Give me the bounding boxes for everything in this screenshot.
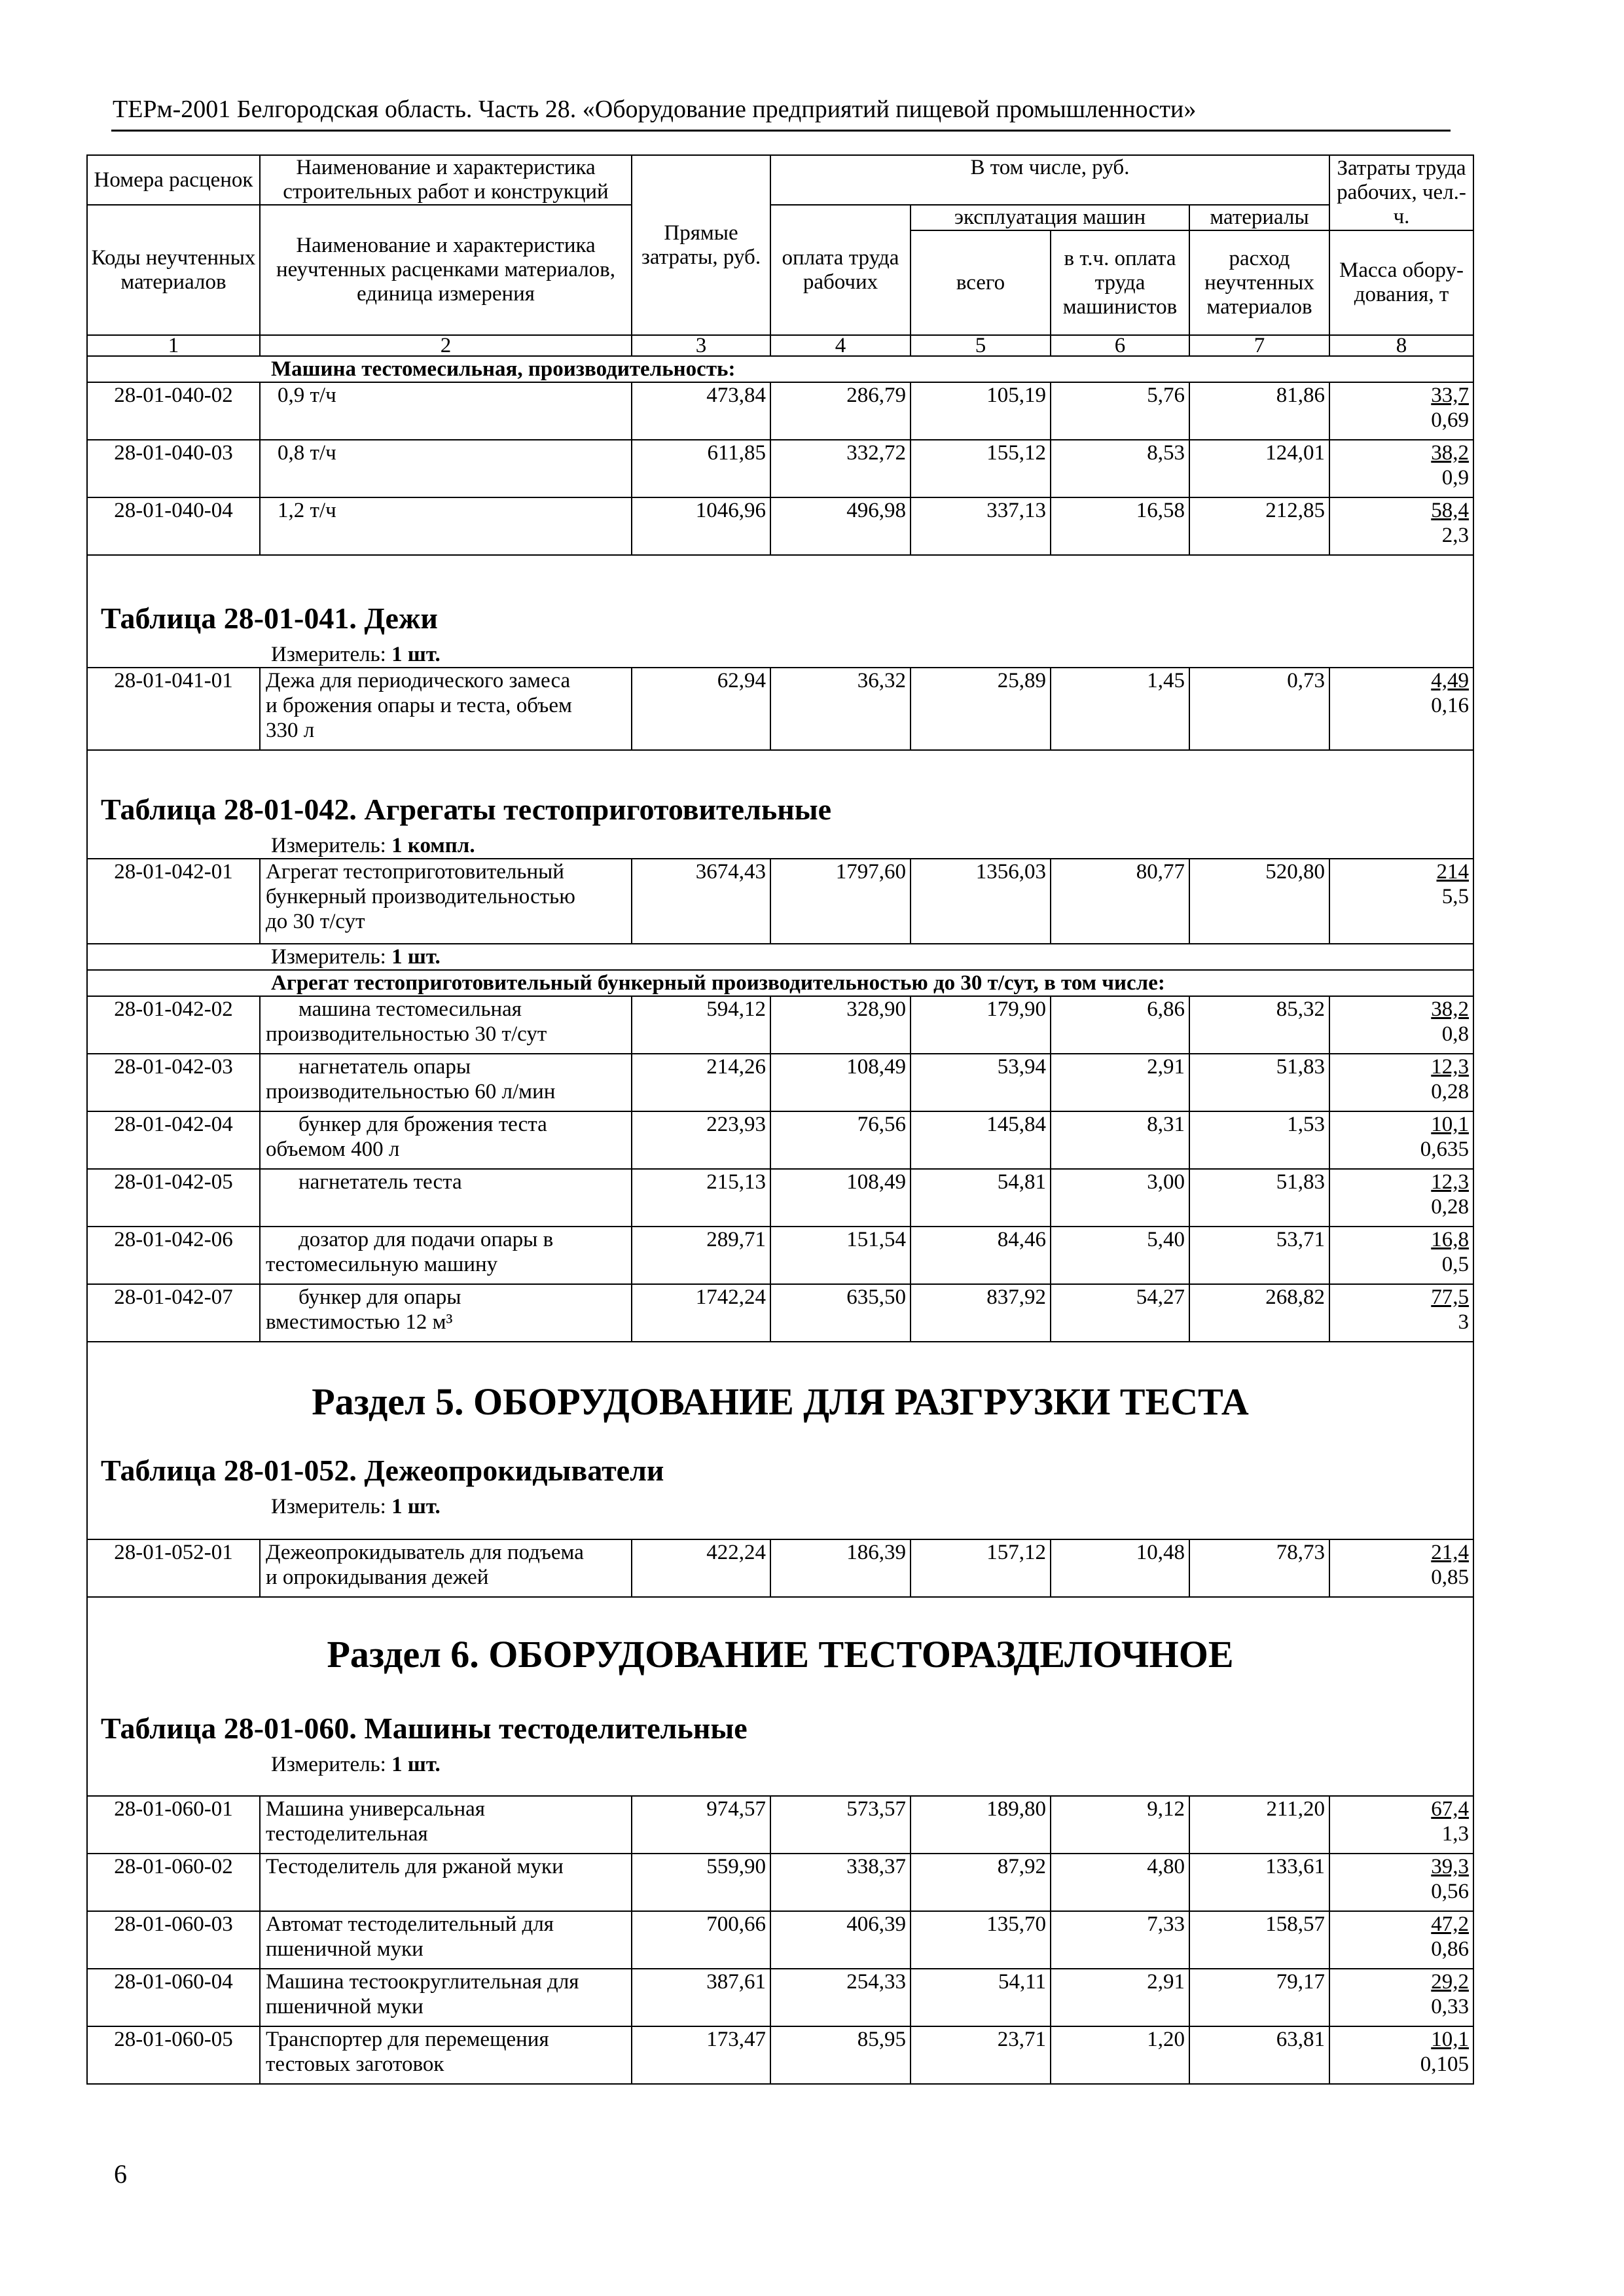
rate-name: дозатор для подачи опары в тестомесильную машину [260, 1227, 632, 1284]
equipment-mass: 0,28 [1431, 1195, 1470, 1219]
table-042-heading [87, 750, 1473, 859]
direct-cost: 974,57 [632, 1796, 770, 1854]
section-5-block [87, 1342, 1473, 1539]
machinist-cost: 4,80 [1051, 1854, 1189, 1911]
labor-cost: 85,95 [770, 2026, 911, 2084]
labor-hours: 16,8 [1431, 1228, 1470, 1251]
rate-name: Транспортер для перемещения тестовых заготовок [260, 2026, 632, 2084]
labor-mass-cell [1329, 1796, 1473, 1854]
material-cost: 51,83 [1189, 1054, 1329, 1111]
group-heading: Машина тестомесильная, производительность: [87, 356, 1473, 382]
machine-cost: 179,90 [911, 996, 1051, 1054]
labor-mass-cell [1329, 1227, 1473, 1284]
col-number: 1 [87, 335, 260, 356]
direct-cost: 3674,43 [632, 859, 770, 944]
equipment-mass: 0,635 [1420, 1138, 1470, 1161]
measure-line [88, 833, 1468, 858]
rate-code: 28-01-060-01 [87, 1796, 260, 1854]
labor-hours: 33,7 [1431, 384, 1470, 407]
table-row [87, 996, 1473, 1054]
direct-cost: 700,66 [632, 1911, 770, 1969]
machinist-cost: 5,40 [1051, 1227, 1189, 1284]
rate-name: Тестоделитель для ржаной муки [260, 1854, 632, 1911]
rate-name: Дежеопрокидыватель для подъема и опрокидывания дежей [260, 1539, 632, 1597]
col-number: 2 [260, 335, 632, 356]
machinist-cost: 10,48 [1051, 1539, 1189, 1597]
equipment-mass: 0,28 [1431, 1080, 1470, 1103]
materials-header: материалы [1189, 205, 1329, 230]
col4-header: оплата труда рабочих [770, 205, 911, 335]
direct-cost: 214,26 [632, 1054, 770, 1111]
rate-code: 28-01-042-01 [87, 859, 260, 944]
machine-cost: 84,46 [911, 1227, 1051, 1284]
equipment-mass: 5,5 [1441, 885, 1470, 908]
page-number: 6 [114, 2159, 127, 2189]
machinist-cost: 9,12 [1051, 1796, 1189, 1854]
labor-cost: 108,49 [770, 1169, 911, 1227]
machine-cost: 54,81 [911, 1169, 1051, 1227]
material-cost: 78,73 [1189, 1539, 1329, 1597]
direct-cost: 289,71 [632, 1227, 770, 1284]
material-cost: 268,82 [1189, 1284, 1329, 1342]
rate-name: нагнетатель опары производительностью 60 л/мин [260, 1054, 632, 1111]
rate-code: 28-01-052-01 [87, 1539, 260, 1597]
labor-cost: 36,32 [770, 668, 911, 750]
measure-line [88, 1752, 1473, 1777]
col8-header-bottom: Масса обору-дования, т [1329, 230, 1473, 335]
labor-hours: 21,4 [1431, 1541, 1470, 1564]
measure-line [87, 944, 1473, 970]
machine-cost: 25,89 [911, 668, 1051, 750]
section-6-block [87, 1597, 1473, 1796]
measure-label: Измеритель: [271, 1753, 386, 1776]
rate-code: 28-01-060-05 [87, 2026, 260, 2084]
rate-name: нагнетатель теста [260, 1169, 632, 1227]
table-row [87, 1227, 1473, 1284]
rate-name: бункер для брожения теста объемом 400 л [260, 1111, 632, 1169]
table-row [87, 1969, 1473, 2026]
labor-hours: 29,2 [1431, 1970, 1470, 1994]
labor-mass-cell [1329, 1169, 1473, 1227]
material-cost: 85,32 [1189, 996, 1329, 1054]
table-row [87, 1539, 1473, 1597]
table-title: Таблица 28-01-042. Агрегаты тестоприготовительные [101, 793, 832, 826]
machinist-cost: 16,58 [1051, 497, 1189, 555]
machine-cost: 157,12 [911, 1539, 1051, 1597]
labor-mass-cell [1329, 1284, 1473, 1342]
col-number: 4 [770, 335, 911, 356]
equipment-mass: 0,69 [1431, 408, 1470, 432]
labor-cost: 254,33 [770, 1969, 911, 2026]
labor-mass-cell [1329, 859, 1473, 944]
material-cost: 124,01 [1189, 440, 1329, 497]
equipment-mass: 0,56 [1431, 1880, 1470, 1903]
col7-header: расход неучтенных материалов [1189, 230, 1329, 335]
direct-cost: 473,84 [632, 382, 770, 440]
labor-cost: 328,90 [770, 996, 911, 1054]
measure-value: 1 шт. [391, 1753, 441, 1776]
table-row [87, 1284, 1473, 1342]
equipment-mass: 0,16 [1431, 694, 1470, 717]
measure-line [88, 1494, 1473, 1519]
table-title: Таблица 28-01-052. Дежеопрокидыватели [101, 1454, 664, 1487]
header-rule [111, 130, 1451, 132]
material-cost: 81,86 [1189, 382, 1329, 440]
labor-mass-cell [1329, 1539, 1473, 1597]
material-cost: 158,57 [1189, 1911, 1329, 1969]
col2-header-top: Наименование и характеристика строительных работ и конструкций [260, 155, 632, 205]
equipment-mass: 0,8 [1441, 1022, 1470, 1046]
machinist-cost: 1,20 [1051, 2026, 1189, 2084]
labor-mass-cell [1329, 1969, 1473, 2026]
labor-mass-cell [1329, 1911, 1473, 1969]
table-row [87, 497, 1473, 555]
rate-name: бункер для опары вместимостью 12 м³ [260, 1284, 632, 1342]
machine-cost: 1356,03 [911, 859, 1051, 944]
direct-cost: 1742,24 [632, 1284, 770, 1342]
machine-cost: 189,80 [911, 1796, 1051, 1854]
material-cost: 520,80 [1189, 859, 1329, 944]
material-cost: 53,71 [1189, 1227, 1329, 1284]
machine-cost: 155,12 [911, 440, 1051, 497]
measure-line [88, 642, 1468, 667]
labor-mass-cell [1329, 2026, 1473, 2084]
incl-header: В том числе, руб. [770, 155, 1329, 205]
machinist-cost: 2,91 [1051, 1054, 1189, 1111]
labor-cost: 406,39 [770, 1911, 911, 1969]
labor-cost: 1797,60 [770, 859, 911, 944]
machinist-cost: 8,53 [1051, 440, 1189, 497]
measure-label: Измеритель: [271, 834, 386, 857]
equipment-mass: 0,86 [1431, 1937, 1470, 1961]
measure-label: Измеритель: [271, 1495, 386, 1518]
labor-mass-cell [1329, 382, 1473, 440]
measure-label: Измеритель: [271, 945, 386, 969]
labor-hours: 214 [1436, 860, 1470, 884]
table-row [87, 1854, 1473, 1911]
labor-cost: 186,39 [770, 1539, 911, 1597]
labor-cost: 573,57 [770, 1796, 911, 1854]
material-cost: 133,61 [1189, 1854, 1329, 1911]
direct-cost: 594,12 [632, 996, 770, 1054]
rate-code: 28-01-042-07 [87, 1284, 260, 1342]
machine-cost: 53,94 [911, 1054, 1051, 1111]
machines-header: эксплуатация машин [911, 205, 1189, 230]
direct-cost: 1046,96 [632, 497, 770, 555]
material-cost: 0,73 [1189, 668, 1329, 750]
table-row [87, 1111, 1473, 1169]
measure-value: 1 компл. [391, 834, 475, 857]
rate-code: 28-01-042-02 [87, 996, 260, 1054]
labor-cost: 76,56 [770, 1111, 911, 1169]
labor-cost: 108,49 [770, 1054, 911, 1111]
col-number: 7 [1189, 335, 1329, 356]
machinist-cost: 1,45 [1051, 668, 1189, 750]
labor-hours: 10,1 [1431, 2028, 1470, 2051]
col-number: 5 [911, 335, 1051, 356]
rate-code: 28-01-042-05 [87, 1169, 260, 1227]
labor-hours: 67,4 [1431, 1797, 1470, 1821]
col-number: 6 [1051, 335, 1189, 356]
direct-cost: 223,93 [632, 1111, 770, 1169]
measure-value: 1 шт. [391, 1495, 441, 1518]
machinist-cost: 2,91 [1051, 1969, 1189, 2026]
material-cost: 51,83 [1189, 1169, 1329, 1227]
price-table [86, 154, 1474, 2085]
labor-mass-cell [1329, 996, 1473, 1054]
machine-cost: 135,70 [911, 1911, 1051, 1969]
table-title: Таблица 28-01-060. Машины тестоделительные [101, 1712, 748, 1745]
rate-code: 28-01-040-04 [87, 497, 260, 555]
col-number: 3 [632, 335, 770, 356]
table-row [87, 440, 1473, 497]
equipment-mass: 0,105 [1420, 2053, 1470, 2076]
equipment-mass: 0,5 [1441, 1253, 1470, 1276]
rate-code: 28-01-040-03 [87, 440, 260, 497]
labor-mass-cell [1329, 668, 1473, 750]
direct-cost: 173,47 [632, 2026, 770, 2084]
equipment-mass: 2,3 [1441, 524, 1470, 547]
machine-cost: 87,92 [911, 1854, 1051, 1911]
rate-code: 28-01-060-04 [87, 1969, 260, 2026]
machine-cost: 145,84 [911, 1111, 1051, 1169]
direct-cost: 387,61 [632, 1969, 770, 2026]
direct-cost: 611,85 [632, 440, 770, 497]
col8-header-top: Затраты труда рабочих, чел.-ч. [1329, 155, 1473, 230]
labor-hours: 39,3 [1431, 1855, 1470, 1878]
measure-value: 1 шт. [391, 945, 441, 969]
direct-cost: 215,13 [632, 1169, 770, 1227]
equipment-mass: 1,3 [1441, 1822, 1470, 1846]
labor-hours: 47,2 [1431, 1912, 1470, 1936]
rate-name: Автомат тестоделительный для пшеничной муки [260, 1911, 632, 1969]
labor-cost: 332,72 [770, 440, 911, 497]
labor-cost: 338,37 [770, 1854, 911, 1911]
rate-name: машина тестомесильная производительностью 30 т/сут [260, 996, 632, 1054]
labor-mass-cell [1329, 497, 1473, 555]
rate-name: 0,9 т/ч [260, 382, 632, 440]
rate-code: 28-01-060-03 [87, 1911, 260, 1969]
direct-cost: 559,90 [632, 1854, 770, 1911]
material-cost: 212,85 [1189, 497, 1329, 555]
material-cost: 79,17 [1189, 1969, 1329, 2026]
equipment-mass: 3 [1458, 1310, 1470, 1334]
rate-name: Машина универсальная тестоделительная [260, 1796, 632, 1854]
col2-header-bottom: Наименование и характеристика неучтенных расценками материалов, единица измерения [260, 205, 632, 335]
labor-cost: 151,54 [770, 1227, 911, 1284]
rate-code: 28-01-041-01 [87, 668, 260, 750]
rate-name: Дежа для периодического замеса и брожения опары и теста, объем 330 л [260, 668, 632, 750]
machine-cost: 54,11 [911, 1969, 1051, 2026]
equipment-mass: 0,9 [1441, 466, 1470, 490]
table-row [87, 1911, 1473, 1969]
table-row [87, 1169, 1473, 1227]
running-header: ТЕРм-2001 Белгородская область. Часть 28. «Оборудование предприятий пищевой промышленности» [113, 96, 1197, 123]
labor-hours: 12,3 [1431, 1055, 1470, 1079]
labor-hours: 12,3 [1431, 1170, 1470, 1194]
rate-code: 28-01-042-06 [87, 1227, 260, 1284]
material-cost: 211,20 [1189, 1796, 1329, 1854]
col6-header: в т.ч. оплата труда машинистов [1051, 230, 1189, 335]
measure-value: 1 шт. [391, 643, 441, 666]
labor-hours: 10,1 [1431, 1113, 1470, 1136]
direct-cost: 422,24 [632, 1539, 770, 1597]
labor-hours: 77,5 [1431, 1285, 1470, 1309]
section-title: Раздел 5. ОБОРУДОВАНИЕ ДЛЯ РАЗГРУЗКИ ТЕСТА [312, 1380, 1249, 1423]
machine-cost: 837,92 [911, 1284, 1051, 1342]
measure-label: Измеритель: [271, 643, 386, 666]
labor-hours: 58,4 [1431, 499, 1470, 522]
rate-code: 28-01-042-04 [87, 1111, 260, 1169]
material-cost: 1,53 [1189, 1111, 1329, 1169]
section-title: Раздел 6. ОБОРУДОВАНИЕ ТЕСТОРАЗДЕЛОЧНОЕ [327, 1633, 1234, 1676]
material-cost: 63,81 [1189, 2026, 1329, 2084]
labor-cost: 286,79 [770, 382, 911, 440]
machinist-cost: 80,77 [1051, 859, 1189, 944]
table-row [87, 859, 1473, 944]
machinist-cost: 6,86 [1051, 996, 1189, 1054]
labor-mass-cell [1329, 1054, 1473, 1111]
table-title: Таблица 28-01-041. Дежи [101, 601, 438, 635]
labor-cost: 635,50 [770, 1284, 911, 1342]
table-row [87, 382, 1473, 440]
machinist-cost: 8,31 [1051, 1111, 1189, 1169]
machinist-cost: 54,27 [1051, 1284, 1189, 1342]
rate-name: Агрегат тестоприготовительный бункерный производительностью до 30 т/сут [260, 859, 632, 944]
col3-header: Прямые затраты, руб. [632, 155, 770, 335]
table-row [87, 1796, 1473, 1854]
table-row [87, 1054, 1473, 1111]
rate-name: Машина тестоокруглительная для пшеничной муки [260, 1969, 632, 2026]
col-number: 8 [1329, 335, 1473, 356]
rate-code: 28-01-040-02 [87, 382, 260, 440]
rate-name: 1,2 т/ч [260, 497, 632, 555]
rate-name: 0,8 т/ч [260, 440, 632, 497]
rate-code: 28-01-042-03 [87, 1054, 260, 1111]
labor-hours: 38,2 [1431, 441, 1470, 465]
table-041-heading [87, 555, 1473, 668]
machinist-cost: 7,33 [1051, 1911, 1189, 1969]
direct-cost: 62,94 [632, 668, 770, 750]
group-heading: Агрегат тестоприготовительный бункерный производительностью до 30 т/сут, в том числе: [87, 970, 1473, 996]
machine-cost: 23,71 [911, 2026, 1051, 2084]
machine-cost: 337,13 [911, 497, 1051, 555]
labor-mass-cell [1329, 1854, 1473, 1911]
col1-header-bottom: Коды неучтенных материалов [87, 205, 260, 335]
col1-header-top: Номера расценок [87, 155, 260, 205]
table-row [87, 668, 1473, 750]
labor-hours: 4,49 [1431, 669, 1470, 692]
machinist-cost: 3,00 [1051, 1169, 1189, 1227]
table-row [87, 2026, 1473, 2084]
machinist-cost: 5,76 [1051, 382, 1189, 440]
equipment-mass: 0,33 [1431, 1995, 1470, 2018]
machine-cost: 105,19 [911, 382, 1051, 440]
col5-header: всего [911, 230, 1051, 335]
labor-cost: 496,98 [770, 497, 911, 555]
rate-code: 28-01-060-02 [87, 1854, 260, 1911]
labor-mass-cell [1329, 1111, 1473, 1169]
equipment-mass: 0,85 [1431, 1566, 1470, 1589]
labor-hours: 38,2 [1431, 997, 1470, 1021]
labor-mass-cell [1329, 440, 1473, 497]
